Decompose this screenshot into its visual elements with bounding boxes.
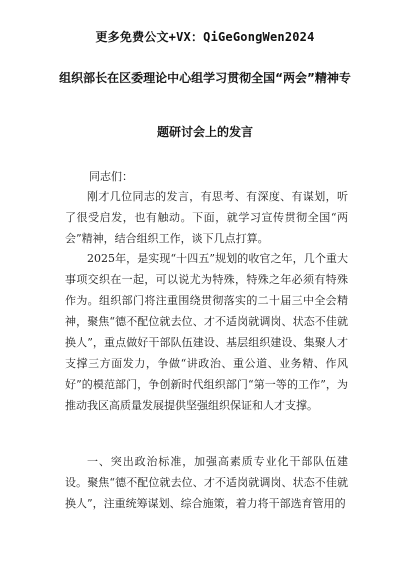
salutation: 同志们： <box>89 170 133 183</box>
document-title-line-2: 题研讨会上的发言 <box>156 125 253 139</box>
paragraph-1: 刚才几位同志的发言，有思考、有深度、有谋划，听了很受启发，也有触动。下面，就学习宣传贯彻全国“两会”精神，结合组织工作，谈下几点打算。 <box>65 190 348 245</box>
paragraph-3: 一、突出政治标准，加强高素质专业化干部队伍建设。聚焦“德不配位就去位、才不适岗就调岗、状态不佳就换人”，注重统筹谋划、综合施策，着力将干部选育管用的 <box>65 455 348 510</box>
paragraph-2: 2025年，是实现“十四五”规划的收官之年，几个重大事项交织在一起，可以说尤为特殊，特殊之年必须有特殊作为。组织部门将注重围绕贯彻落实的二十届三中全会精神，聚焦“德不配位就去位、才不适岗就调岗、状态不佳就换人”，重点做好干部队伍建设、基层组织建设、集聚人才支撑三方面发力，争做“讲政治、重公道、业务精、作风好”的模范部门，争创新时代组织部门“第一等的工作”，为推动我区高质量发展提供坚强组织保证和人才支撑。 <box>65 252 348 412</box>
document-title-line-1: 组织部长在区委理论中心组学习贯彻全国“两会”精神专 <box>59 71 351 85</box>
header-watermark-text: 更多免费公文+VX：QiGeGongWen2024 <box>95 30 315 44</box>
